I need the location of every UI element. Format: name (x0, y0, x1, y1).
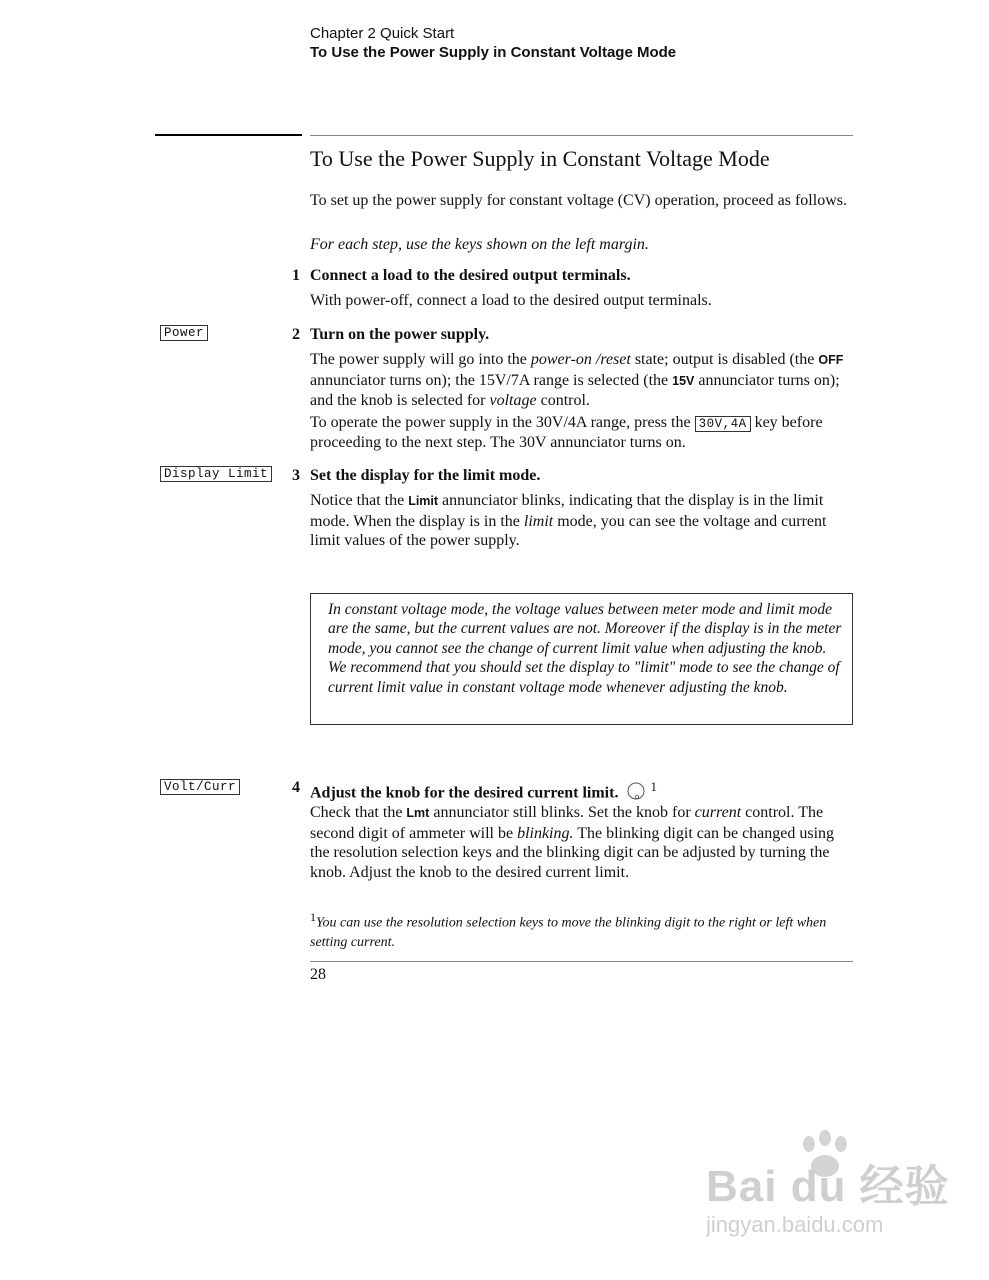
step-3-heading: Set the display for the limit mode. (310, 467, 541, 484)
30v-4a-key: 30V,4A (695, 416, 751, 432)
step-2-paragraph-2: To operate the power supply in the 30V/4A range, press the 30V,4A key before proceeding to the next step. The 30V annunciator turns on. (310, 414, 823, 451)
15v-annunciator: 15V (672, 373, 695, 388)
step-4-heading: Adjust the knob for the desired current limit. $^1$ (310, 779, 657, 806)
watermark-url: jingyan.baidu.com (706, 1212, 884, 1237)
footer-rule (310, 961, 853, 962)
limit-annunciator: Limit (408, 494, 439, 508)
intro-italic-note: For each step, use the keys shown on the left margin. (310, 236, 649, 253)
footnote-mark: 1 (310, 910, 316, 924)
section-rule-left (155, 134, 302, 136)
volt-curr-key: Volt/Curr (160, 779, 240, 795)
step-3-number: 3 (292, 467, 300, 484)
note-text: In constant voltage mode, the voltage values between meter mode and limit mode are the same, but the current values are not. Moreover if the display is in the meter mode, you cannot see the change of current limit value when adjusting the knob. We recommend that you should set the display to "limit" mode to see the change of current limit value in constant voltage mode whenever adjusting the knob. (328, 601, 842, 696)
section-title: To Use the Power Supply in Constant Voltage Mode (310, 146, 770, 171)
footnote-ref: 1 (650, 779, 657, 794)
baidu-watermark (700, 1130, 950, 1250)
note-box (310, 593, 853, 725)
step-4-paragraph: Check that the Lmt annunciator still blinks. Set the knob for current control. The second digit of ammeter will be blinking. The blinking digit can be changed using the resolution selection keys and the blinking digit can be adjusted by turning the knob. Adjust the knob to the desired current limit. (310, 804, 835, 881)
step-2-paragraph-1: The power supply will go into the power-on /reset state; output is disabled (the OFF annunciator turns on); the 15V/7A range is selected (the 15V annunciator turns on); and the knob is selected for voltage control. (310, 351, 844, 409)
step-3-paragraph: Notice that the Limit annunciator blinks, indicating that the display is in the limit mode. When the display is in the limit mode, you can see the voltage and current limit values of the power supply. (310, 492, 827, 549)
power-key: Power (160, 325, 208, 341)
footnote-text: You can use the resolution selection keys to move the blinking digit to the right or left when setting current. (310, 915, 827, 950)
step-1-body: With power-off, connect a load to the desired output terminals. (310, 292, 712, 309)
page-number: 28 (310, 966, 326, 983)
off-annunciator: OFF (818, 353, 844, 367)
display-limit-key: Display Limit (160, 466, 272, 482)
lmt-annunciator: Lmt (406, 806, 430, 820)
running-header-title: To Use the Power Supply in Constant Voltage Mode (310, 44, 677, 61)
running-header-chapter: Chapter 2 Quick Start (310, 25, 455, 42)
footnote (310, 908, 855, 952)
section-rule-top (310, 135, 853, 136)
step-2-heading: Turn on the power supply. (310, 326, 490, 343)
step-4-number: 4 (292, 779, 300, 796)
step-2-number: 2 (292, 326, 300, 343)
watermark-text: Bai du 经验 (706, 1162, 950, 1211)
step-1-heading: Connect a load to the desired output terminals. (310, 267, 631, 284)
step-1-number: 1 (292, 267, 300, 284)
intro-paragraph: To set up the power supply for constant voltage (CV) operation, proceed as follows. (310, 192, 847, 209)
